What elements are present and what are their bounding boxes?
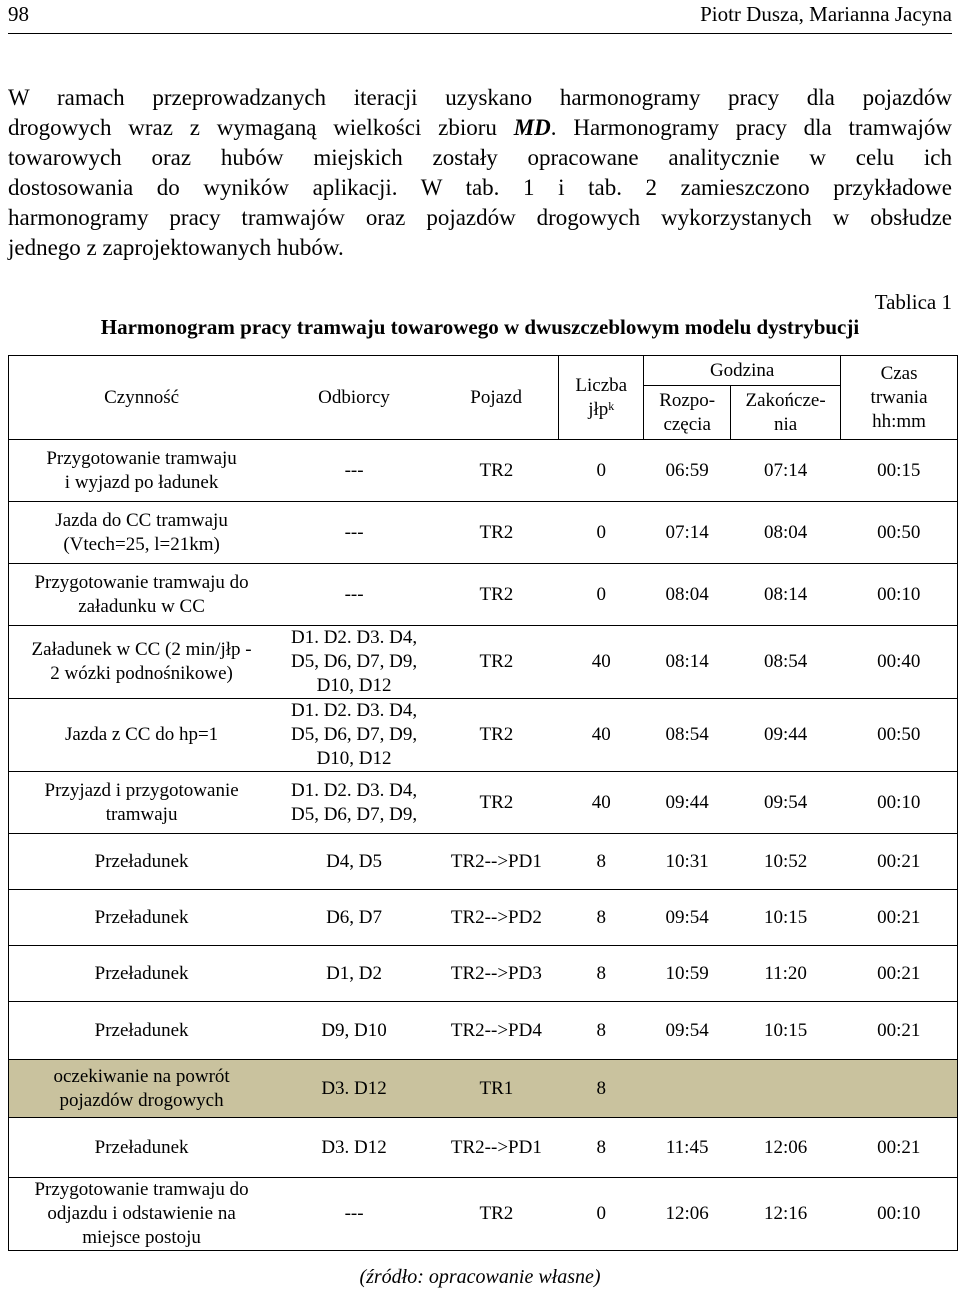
cell-count: 8 [559, 834, 644, 890]
duration-label-a: Czas [880, 362, 918, 384]
page-number: 98 [8, 2, 29, 26]
table-row [9, 772, 958, 834]
table-row [9, 834, 958, 890]
paragraph-line: dostosowania do wyników aplikacji. W tab. 1 i tab. 2 zamieszczono przykładowe [8, 175, 952, 200]
col-header-start [644, 386, 731, 440]
recipients-line: D1. D2. D3. D4, [290, 627, 418, 648]
table-row [9, 626, 958, 699]
cell-activity [9, 1002, 275, 1060]
cell-activity [9, 772, 275, 834]
cell-recipients [274, 772, 434, 834]
start-label-a: Rozpo- [659, 389, 716, 411]
table-row [9, 502, 958, 564]
cell-activity [9, 1118, 275, 1178]
activity-line: oczekiwanie na powrót [53, 1065, 230, 1087]
end-label-b: nia [774, 413, 798, 435]
table-row [9, 890, 958, 946]
cell-end: 10:15 [731, 1002, 841, 1060]
page-header [8, 0, 952, 34]
activity-line: 2 wózki podnośnikowe) [50, 663, 233, 684]
cell-end: 08:14 [731, 564, 841, 626]
table-row [9, 440, 958, 502]
cell-end: 09:54 [731, 772, 841, 834]
col-header-end [731, 386, 841, 440]
cell-recipients [274, 890, 434, 946]
cell-vehicle: TR2 [434, 699, 559, 772]
recipients-line: D4, D5 [326, 850, 383, 872]
cell-recipients [274, 1002, 434, 1060]
cell-activity [9, 946, 275, 1002]
table-title: Harmonogram pracy tramwaju towarowego w dwuszczeblowym modelu dystrybucji [100, 315, 860, 339]
cell-vehicle: TR2-->PD1 [434, 1118, 559, 1178]
recipients-line: D1. D2. D3. D4, [290, 779, 418, 801]
table-row [9, 564, 958, 626]
cell-vehicle: TR2-->PD1 [434, 834, 559, 890]
paragraph-text: drogowych wraz z wymaganą wielkości zbioru [8, 115, 497, 140]
recipients-line: D1. D2. D3. D4, [290, 700, 418, 721]
cell-start: 08:14 [644, 626, 731, 699]
recipients-line: D10, D12 [316, 748, 392, 769]
activity-line: Przeładunek [94, 962, 189, 984]
emphasis-md: MD [513, 115, 551, 140]
recipients-line: D6, D7 [326, 906, 383, 928]
col-header-hour: Godzina [644, 356, 841, 386]
cell-vehicle: TR2-->PD3 [434, 946, 559, 1002]
cell-activity [9, 626, 275, 699]
col-header-activity: Czynność [9, 356, 275, 440]
paragraph-text: . Harmonogramy pracy dla tramwajów [550, 115, 952, 140]
cell-duration: 00:21 [841, 1002, 958, 1060]
cell-vehicle: TR2 [434, 502, 559, 564]
activity-line: Przeładunek [94, 1136, 189, 1158]
start-label-b: częcia [663, 413, 711, 435]
cell-end: 11:20 [731, 946, 841, 1002]
activity-line: Przeładunek [94, 906, 189, 928]
cell-count: 0 [559, 440, 644, 502]
cell-vehicle: TR2-->PD2 [434, 890, 559, 946]
cell-count: 8 [559, 1118, 644, 1178]
cell-activity [9, 1060, 275, 1118]
activity-line: Jazda do CC tramwaju [55, 509, 228, 531]
paragraph-line: jednego z zaprojektowanych hubów. [8, 235, 344, 260]
activity-line: Przygotowanie tramwaju do [34, 571, 249, 593]
activity-line: Przeładunek [94, 850, 189, 872]
recipients-line: D3. D12 [321, 1077, 387, 1099]
cell-end: 12:16 [731, 1178, 841, 1251]
cell-count: 8 [559, 890, 644, 946]
cell-count: 40 [559, 626, 644, 699]
cell-activity [9, 699, 275, 772]
recipients-line: --- [344, 521, 364, 543]
cell-count: 40 [559, 699, 644, 772]
cell-activity [9, 564, 275, 626]
col-header-duration [841, 356, 958, 440]
cell-end: 10:15 [731, 890, 841, 946]
activity-line: tramwaju [105, 803, 178, 825]
cell-duration: 00:10 [841, 772, 958, 834]
cell-vehicle: TR2 [434, 564, 559, 626]
activity-line: pojazdów drogowych [59, 1089, 224, 1111]
cell-count: 0 [559, 1178, 644, 1251]
cell-vehicle: TR2-->PD4 [434, 1002, 559, 1060]
cell-count: 8 [559, 1002, 644, 1060]
table-row [9, 1178, 958, 1251]
paragraph-line: W ramach przeprowadzanych iteracji uzyskano harmonogramy pracy dla pojazdów [8, 85, 952, 110]
activity-line: Przeładunek [94, 1019, 189, 1041]
cell-recipients [274, 1060, 434, 1118]
cell-duration: 00:21 [841, 890, 958, 946]
cell-start: 09:54 [644, 890, 731, 946]
cell-duration: 00:50 [841, 699, 958, 772]
cell-vehicle: TR2 [434, 1178, 559, 1251]
cell-end: 07:14 [731, 440, 841, 502]
cell-recipients [274, 502, 434, 564]
cell-recipients [274, 440, 434, 502]
recipients-line: D3. D12 [321, 1136, 387, 1158]
activity-line: Jazda z CC do hp=1 [64, 724, 219, 745]
cell-duration: 00:40 [841, 626, 958, 699]
recipients-line: D5, D6, D7, D9, [290, 724, 418, 745]
cell-vehicle: TR2 [434, 440, 559, 502]
running-head-authors: Piotr Dusza, Marianna Jacyna [700, 2, 952, 26]
table-label: Tablica 1 [874, 290, 952, 314]
activity-line: Przygotowanie tramwaju do [34, 1179, 249, 1200]
recipients-line: --- [344, 1203, 364, 1224]
recipients-line: --- [344, 583, 364, 605]
cell-end [731, 1060, 841, 1118]
cell-recipients [274, 1118, 434, 1178]
cell-recipients [274, 834, 434, 890]
duration-label-c: hh:mm [872, 410, 926, 432]
cell-count: 8 [559, 946, 644, 1002]
paragraph-line: towarowych oraz hubów miejskich zostały opracowane analitycznie w celu ich [8, 145, 952, 170]
cell-end: 09:44 [731, 699, 841, 772]
table-row [9, 699, 958, 772]
recipients-line: D5, D6, D7, D9, [290, 651, 418, 672]
recipients-line: D1, D2 [326, 962, 383, 984]
cell-vehicle: TR2 [434, 626, 559, 699]
activity-line: Przygotowanie tramwaju [46, 447, 237, 469]
activity-line: i wyjazd po ładunek [64, 471, 219, 493]
cell-duration: 00:21 [841, 1118, 958, 1178]
cell-start: 07:14 [644, 502, 731, 564]
cell-activity [9, 1178, 275, 1251]
table-row [9, 1060, 958, 1118]
cell-start: 06:59 [644, 440, 731, 502]
cell-duration: 00:15 [841, 440, 958, 502]
cell-recipients [274, 564, 434, 626]
cell-start: 09:54 [644, 1002, 731, 1060]
cell-count: 8 [559, 1060, 644, 1118]
cell-end: 08:04 [731, 502, 841, 564]
cell-duration [841, 1060, 958, 1118]
col-header-vehicle: Pojazd [434, 356, 559, 440]
cell-vehicle: TR2 [434, 772, 559, 834]
cell-count: 0 [559, 564, 644, 626]
cell-end: 12:06 [731, 1118, 841, 1178]
cell-start: 11:45 [644, 1118, 731, 1178]
cell-duration: 00:10 [841, 1178, 958, 1251]
table-source-note: (źródło: opracowanie własne) [359, 1266, 601, 1288]
cell-start: 12:06 [644, 1178, 731, 1251]
cell-end: 10:52 [731, 834, 841, 890]
schedule-table [8, 355, 958, 1251]
activity-line: załadunku w CC [78, 595, 205, 617]
cell-activity [9, 440, 275, 502]
cell-vehicle: TR1 [434, 1060, 559, 1118]
cell-duration: 00:21 [841, 946, 958, 1002]
recipients-line: D5, D6, D7, D9, [290, 803, 418, 825]
schedule-body [9, 440, 958, 1251]
cell-recipients [274, 1178, 434, 1251]
cell-end: 08:54 [731, 626, 841, 699]
cell-start: 08:54 [644, 699, 731, 772]
cell-duration: 00:21 [841, 834, 958, 890]
cell-count: 0 [559, 502, 644, 564]
table-row [9, 946, 958, 1002]
col-header-count [559, 356, 644, 440]
cell-duration: 00:50 [841, 502, 958, 564]
cell-activity [9, 834, 275, 890]
recipients-line: --- [344, 459, 364, 481]
cell-activity [9, 502, 275, 564]
cell-recipients [274, 946, 434, 1002]
cell-start [644, 1060, 731, 1118]
body-paragraph [8, 83, 952, 263]
count-label: Liczba jłp [575, 374, 628, 420]
cell-start: 09:44 [644, 772, 731, 834]
col-header-recipients: Odbiorcy [274, 356, 434, 440]
activity-line: Załadunek w CC (2 min/jłp - [31, 639, 252, 660]
cell-duration: 00:10 [841, 564, 958, 626]
recipients-line: D9, D10 [321, 1019, 387, 1041]
count-superscript: k [608, 398, 615, 413]
cell-activity [9, 890, 275, 946]
activity-line: Przyjazd i przygotowanie [44, 779, 239, 801]
activity-line: miejsce postoju [82, 1227, 201, 1248]
duration-label-b: trwania [870, 386, 928, 408]
cell-recipients [274, 626, 434, 699]
cell-count: 40 [559, 772, 644, 834]
recipients-line: D10, D12 [316, 675, 392, 696]
cell-start: 10:59 [644, 946, 731, 1002]
table-row [9, 1118, 958, 1178]
paragraph-line: harmonogramy pracy tramwajów oraz pojazdów drogowych wykorzystanych w obsłudze [8, 205, 952, 230]
activity-line: (Vtech=25, l=21km) [63, 533, 220, 555]
cell-recipients [274, 699, 434, 772]
table-row [9, 1002, 958, 1060]
end-label-a: Zakończe- [745, 389, 826, 411]
paragraph-line [8, 113, 952, 143]
cell-start: 08:04 [644, 564, 731, 626]
activity-line: odjazdu i odstawienie na [47, 1203, 236, 1224]
cell-start: 10:31 [644, 834, 731, 890]
